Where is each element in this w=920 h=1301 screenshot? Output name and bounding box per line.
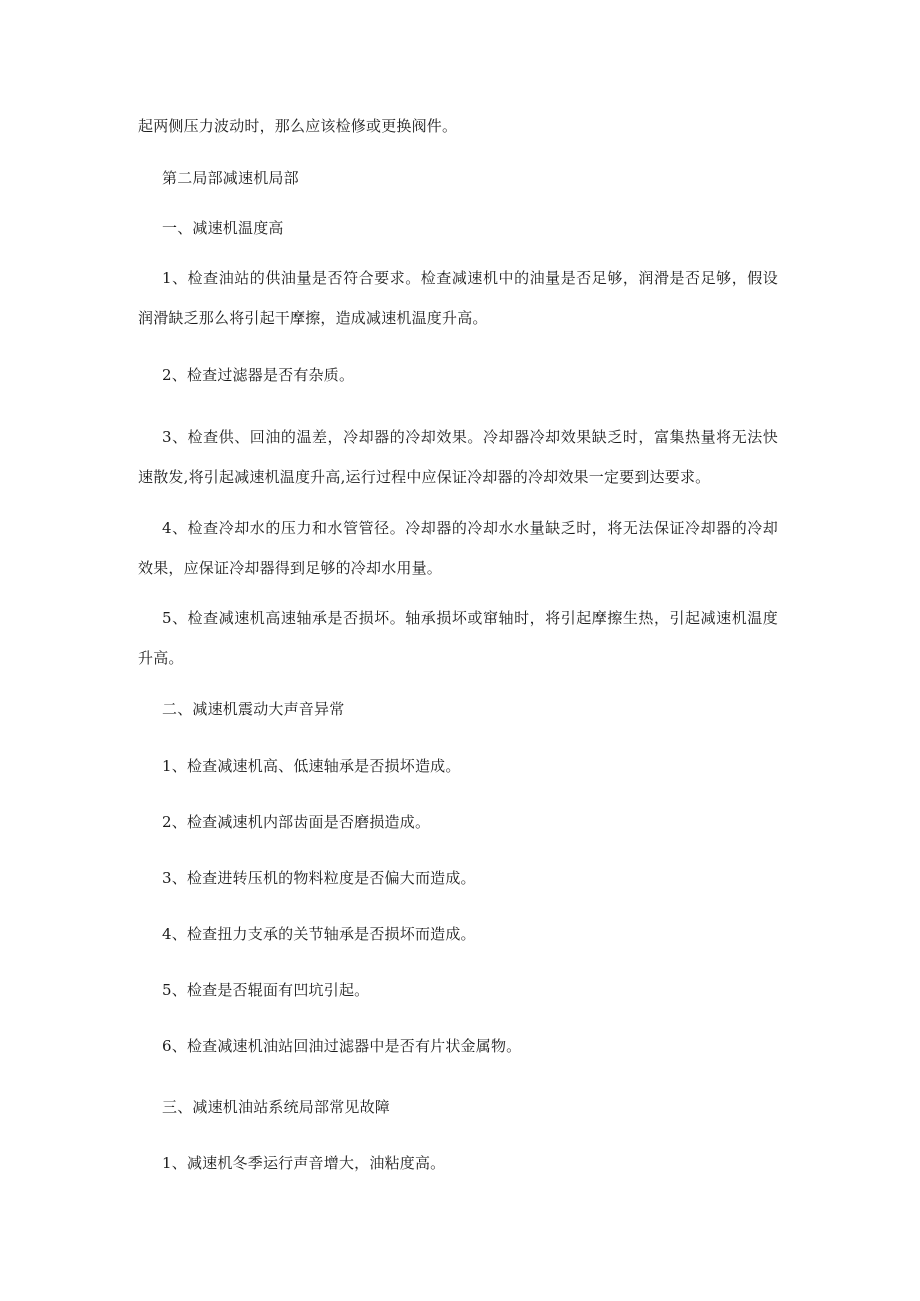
paragraph-item-4: 4、检查冷却水的压力和水管管径。冷却器的冷却水水量缺乏时，将无法保证冷却器的冷却效果，应保证冷却器得到足够的冷却水用量。: [138, 519, 778, 577]
paragraph-vibration-item-3: 3、检查进转压机的物料粒度是否偏大而造成。: [162, 869, 476, 887]
paragraph-vibration-item-1: 1、检查减速机高、低速轴承是否损坏造成。: [162, 757, 461, 775]
paragraph-vibration-item-5: 5、检查是否辊面有凹坑引起。: [162, 981, 370, 999]
paragraph-vibration-item-6: 6、检查减速机油站回油过滤器中是否有片状金属物。: [162, 1037, 522, 1055]
subheading-oil-station: 三、减速机油站系统局部常见故障: [162, 1098, 391, 1116]
paragraph-item-3: 3、检查供、回油的温差，冷却器的冷却效果。冷却器冷却效果缺乏时，富集热量将无法快速散发,将引起减速机温度升高,运行过程中应保证冷却器的冷却效果一定要到达要求。: [138, 428, 778, 486]
section-heading-part-two: 第二局部减速机局部: [162, 169, 299, 187]
paragraph-item-2: 2、检查过滤器是否有杂质。: [162, 366, 355, 384]
paragraph-item-5: 5、检查减速机高速轴承是否损坏。轴承损坏或窜轴时，将引起摩擦生热，引起减速机温度升高。: [138, 609, 778, 667]
paragraph-continuation: 起两侧压力波动时，那么应该检修或更换阀件。: [138, 117, 458, 135]
paragraph-oil-station-item-1: 1、减速机冬季运行声音增大，油粘度高。: [162, 1154, 446, 1172]
paragraph-item-1: 1、检查油站的供油量是否符合要求。检查减速机中的油量是否足够，润滑是否足够，假设润滑缺乏那么将引起干摩擦，造成减速机温度升高。: [138, 269, 778, 327]
subheading-vibration: 二、减速机震动大声音异常: [162, 700, 345, 718]
paragraph-vibration-item-4: 4、检查扭力支承的关节轴承是否损坏而造成。: [162, 925, 476, 943]
paragraph-vibration-item-2: 2、检查减速机内部齿面是否磨损造成。: [162, 813, 431, 831]
subheading-high-temperature: 一、减速机温度高: [162, 219, 284, 237]
